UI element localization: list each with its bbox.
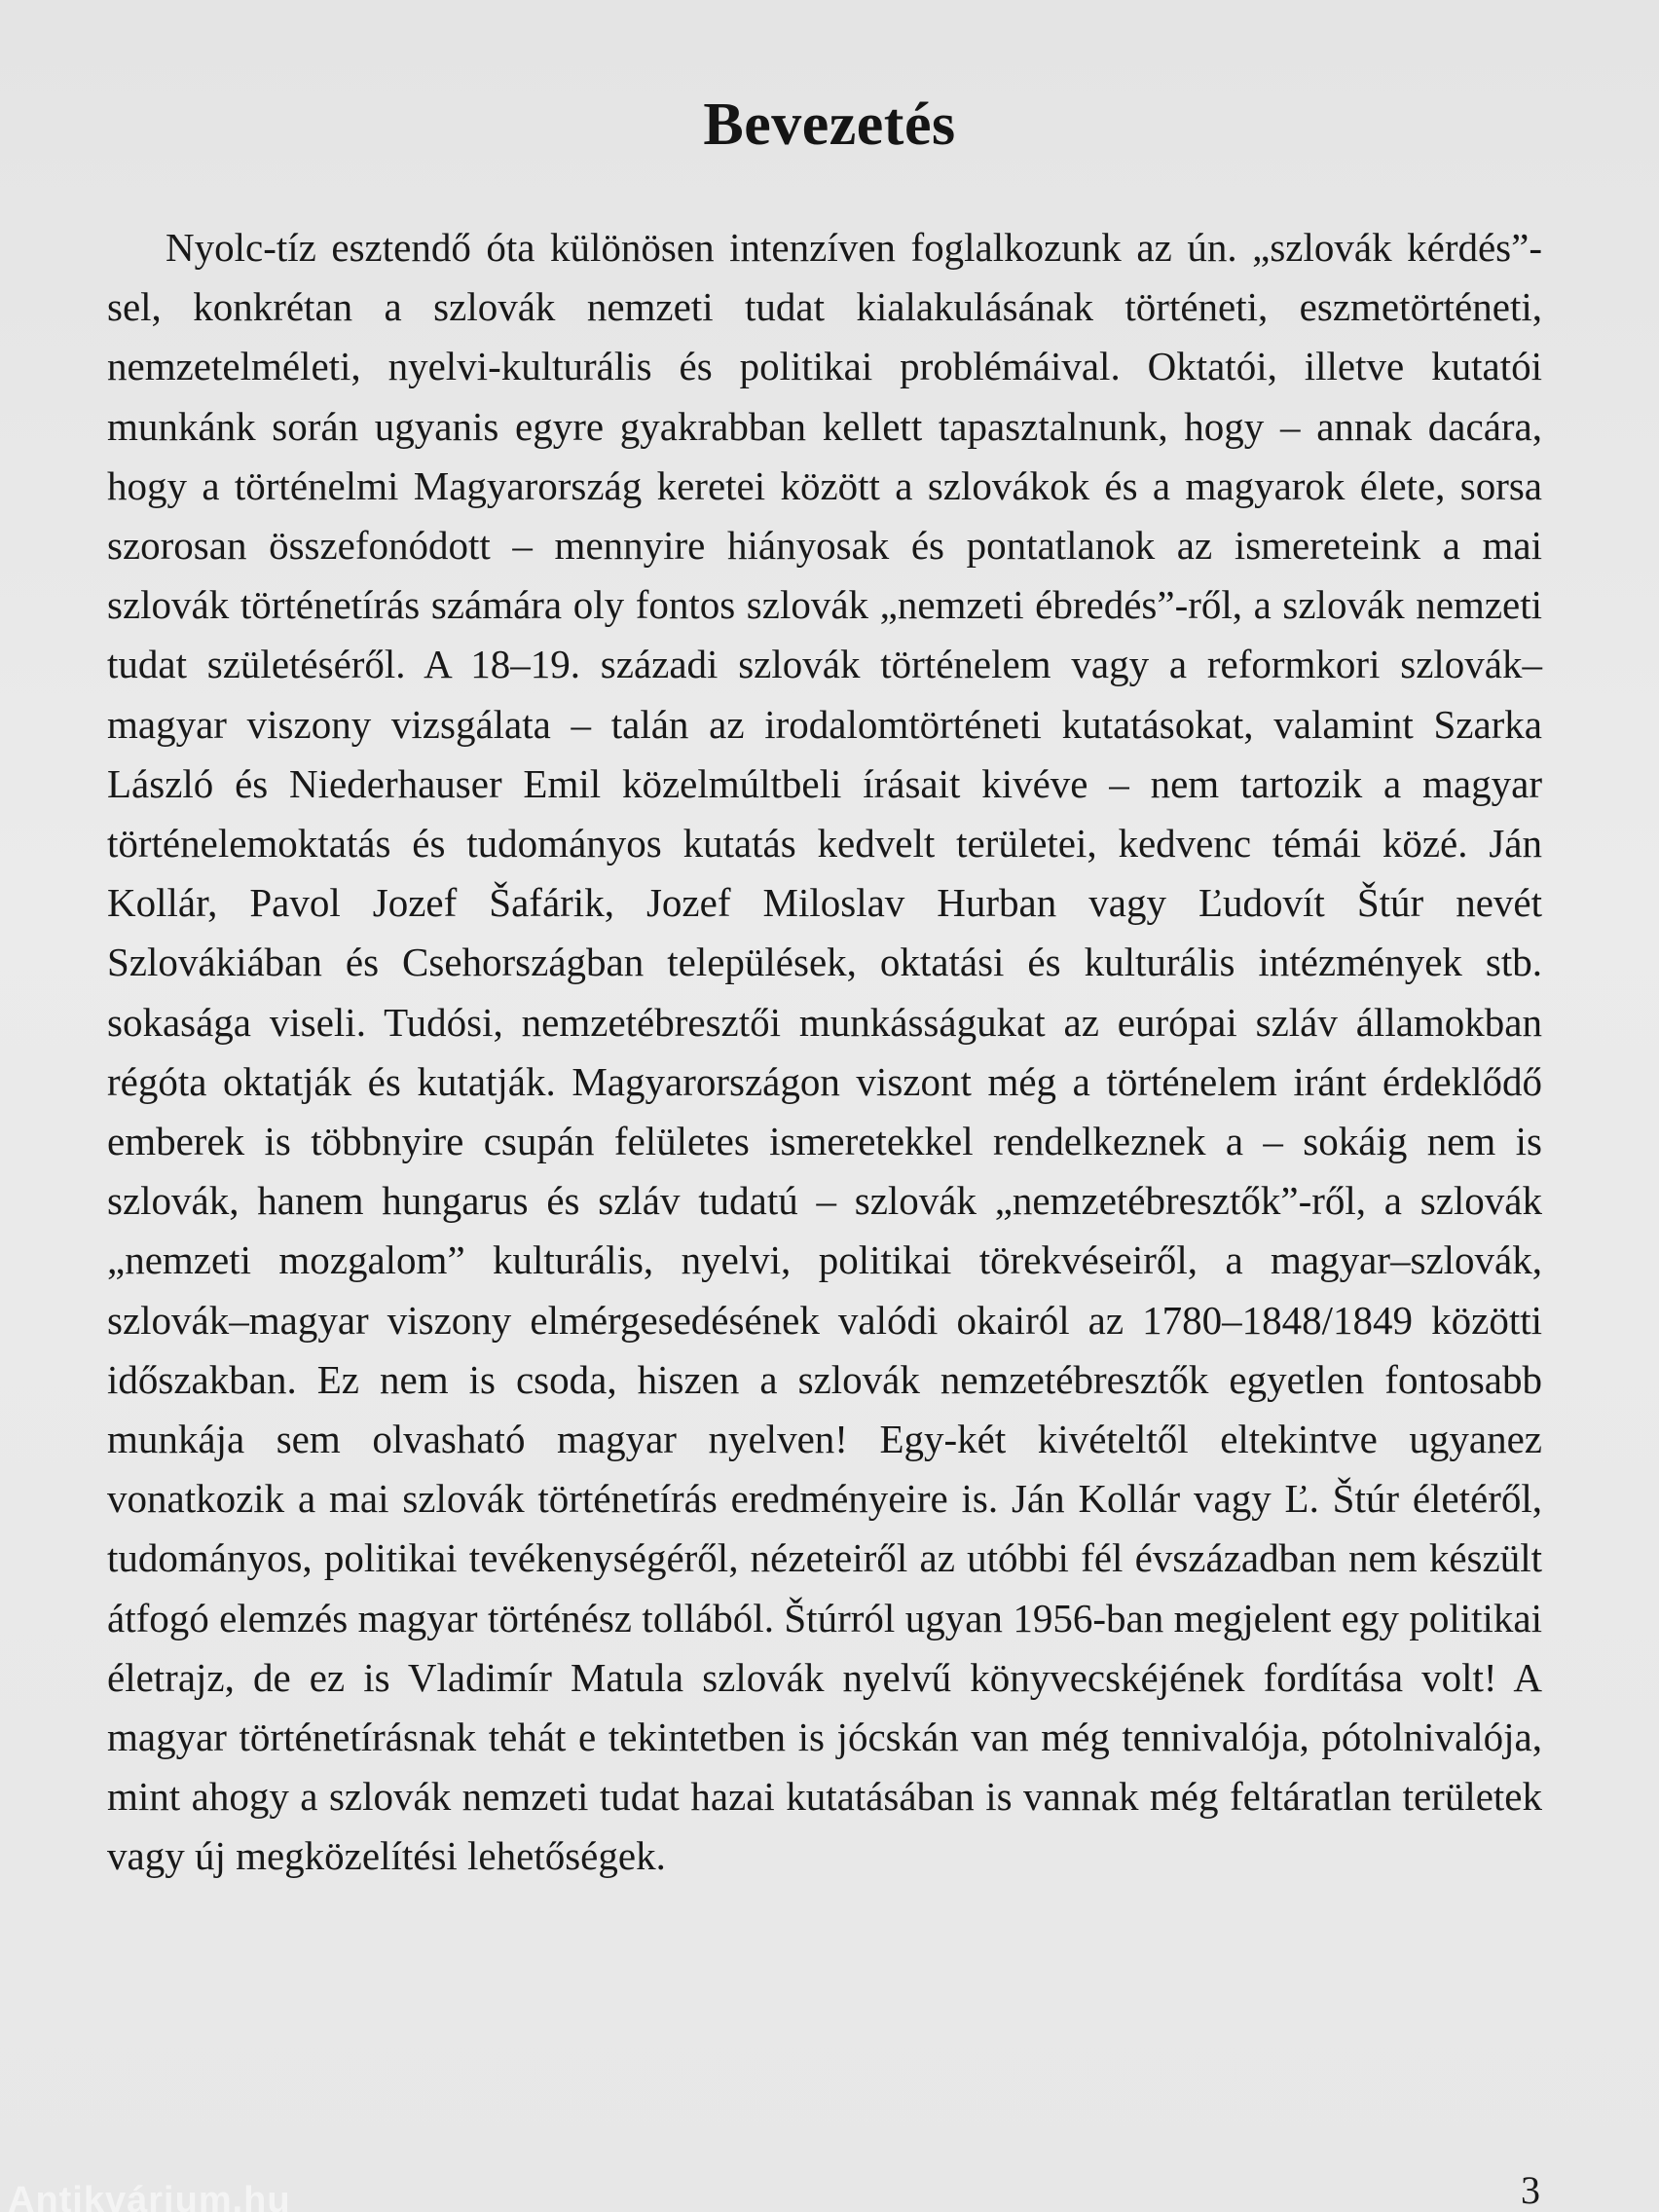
paragraph: Nyolc-tíz esztendő óta különösen intenzíven foglalkozunk az ún. „szlovák kérdés”-sel, konkrétan a szlovák nemzeti tudat kialakulásának történeti, eszmetörténeti, nemzetelméleti, nyelvi-kulturális és politikai problémáival. Oktatói, illetve kutatói munkánk során ugyanis egyre gyakrabban kellett tapasztalnunk, hogy – annak dacára, hogy a történelmi Magyarország keretei között a szlovákok és a magyarok élete, sorsa szorosan összefonódott – mennyire hiányosak és pontatlanok az ismereteink a mai szlovák történetírás számára oly fontos szlovák „nemzeti ébredés”-ről, a szlovák nemzeti tudat születéséről. A 18–19. századi szlovák történelem vagy a reformkori szlovák–magyar viszony vizsgálata – talán az irodalomtörténeti kutatásokat, valamint Szarka László és Niederhauser Emil közelmúltbeli írásait kivéve – nem tartozik a magyar történelemoktatás és tudományos kutatás kedvelt területei, kedvenc témái közé. Ján Kollár, Pavol Jozef Šafárik, Jozef Miloslav Hurban vagy Ľudovít Štúr nevét Szlovákiában és Csehországban települések, oktatási és kulturális intézmények stb. sokasága viseli. Tudósi, nemzetébresztői munkásságukat az európai szláv államokban régóta oktatják és kutatják. Magyarországon viszont még a történelem iránt érdeklődő emberek is többnyire csupán felületes ismeretekkel rendelkeznek a – sokáig nem is szlovák, hanem hungarus és szláv tudatú – szlovák „nemzetébresztők”-ről, a szlovák „nemzeti mozgalom” kulturális, nyelvi, politikai törekvéseiről, a magyar–szlovák, szlovák–magyar viszony elmérgesedésének valódi okairól az 1780–1848/1849 közötti időszakban. Ez nem is csoda, hiszen a szlovák nemzetébresztők egyetlen fontosabb munkája sem olvasható magyar nyelven! Egy-két kivételtől eltekintve ugyanez vonatkozik a mai szlovák történetírás eredményeire is. Ján Kollár vagy Ľ. Štúr életéről, tudományos, politikai tevékenységéről, nézeteiről az utóbbi fél évszázadban nem készült átfogó elemzés magyar történész tollából. Štúrról ugyan 1956-ban megjelent egy politikai életrajz, de ez is Vladimír Matula szlovák nyelvű könyvecskéjének fordítása volt! A magyar történetírásnak tehát e tekintetben is jócskán van még tennivalója, pótolnivalója, mint ahogy a szlovák nemzeti tudat hazai kutatásában is vannak még feltáratlan területek vagy új megközelítési lehetőségek. [107, 225, 1542, 1879]
body-text [107, 218, 1542, 1887]
watermark: Antikvárium.hu [8, 2180, 291, 2212]
chapter-title: Bevezetés [703, 92, 956, 158]
page-number: 3 [1521, 2168, 1540, 2212]
